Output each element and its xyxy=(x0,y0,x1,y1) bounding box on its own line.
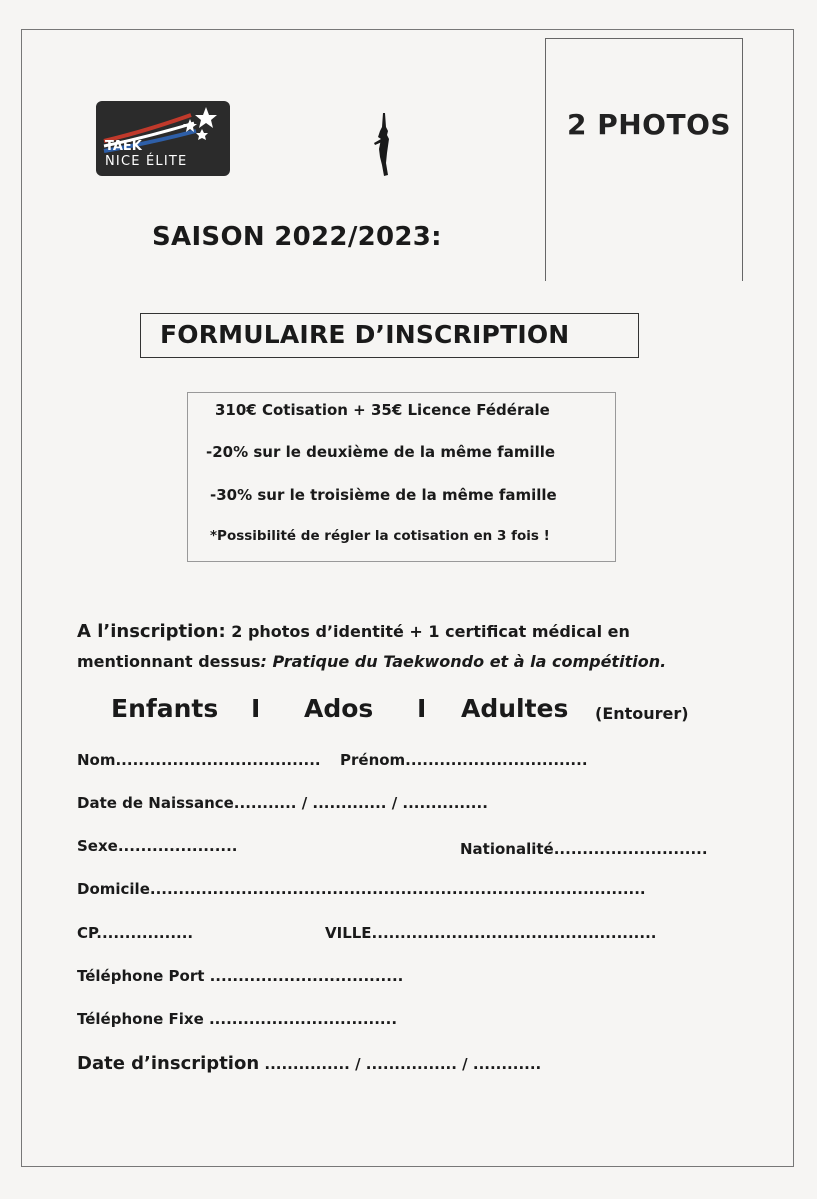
logo-text-taek: TAEK xyxy=(105,139,142,154)
field-sexe[interactable]: Sexe..................... xyxy=(77,837,238,855)
field-nom[interactable]: Nom.................................... xyxy=(77,751,321,769)
photo-label: 2 PHOTOS xyxy=(567,108,732,141)
category-enfants[interactable]: Enfants xyxy=(111,694,219,723)
field-prenom[interactable]: Prénom................................ xyxy=(340,751,588,769)
category-ados[interactable]: Ados xyxy=(304,694,374,723)
field-cp[interactable]: CP................. xyxy=(77,924,194,942)
field-telephone-port[interactable]: Téléphone Port .................................. xyxy=(77,967,404,985)
requirements-lead: A l’inscription: xyxy=(77,621,226,642)
category-separator: I xyxy=(251,694,261,723)
category-note: (Entourer) xyxy=(595,704,689,723)
date-inscription-blanks[interactable]: ............... / ................ / ............ xyxy=(259,1055,542,1073)
requirements-line-2-text: mentionnant dessus xyxy=(77,652,261,671)
fee-line-2: -20% sur le deuxième de la même famille xyxy=(206,443,556,461)
fee-line-3: -30% sur le troisième de la même famille xyxy=(210,486,557,504)
fee-line-4: *Possibilité de régler la cotisation en 3 fois ! xyxy=(210,528,550,544)
field-domicile[interactable]: Domicile....................................................................................... xyxy=(77,880,646,898)
field-date-naissance[interactable]: Date de Naissance........... / ............. / ............... xyxy=(77,794,488,812)
requirements-line-1 xyxy=(77,621,630,642)
season-heading: SAISON 2022/2023: xyxy=(152,222,442,252)
date-inscription-label: Date d’inscription xyxy=(77,1053,260,1074)
category-adultes[interactable]: Adultes xyxy=(461,694,569,723)
photo-box xyxy=(545,38,743,281)
taekwondo-kicker-icon xyxy=(372,113,396,179)
requirements-line-2-italic: : Pratique du Taekwondo et à la compétition. xyxy=(260,652,667,671)
form-title: FORMULAIRE D’INSCRIPTION xyxy=(160,320,570,349)
field-date-inscription[interactable] xyxy=(77,1053,541,1074)
requirements-line-1-text: 2 photos d’identité + 1 certificat médical en xyxy=(225,622,630,641)
field-nationalite[interactable]: Nationalité........................... xyxy=(460,840,708,858)
club-logo xyxy=(96,101,230,176)
category-separator: I xyxy=(417,694,427,723)
requirements-line-2 xyxy=(77,652,666,671)
field-ville[interactable]: VILLE.................................................. xyxy=(325,924,657,942)
field-telephone-fixe[interactable]: Téléphone Fixe ................................. xyxy=(77,1010,398,1028)
logo-text-nice-elite: NICE ÉLITE xyxy=(105,154,188,169)
fee-line-1: 310€ Cotisation + 35€ Licence Fédérale xyxy=(215,401,550,419)
